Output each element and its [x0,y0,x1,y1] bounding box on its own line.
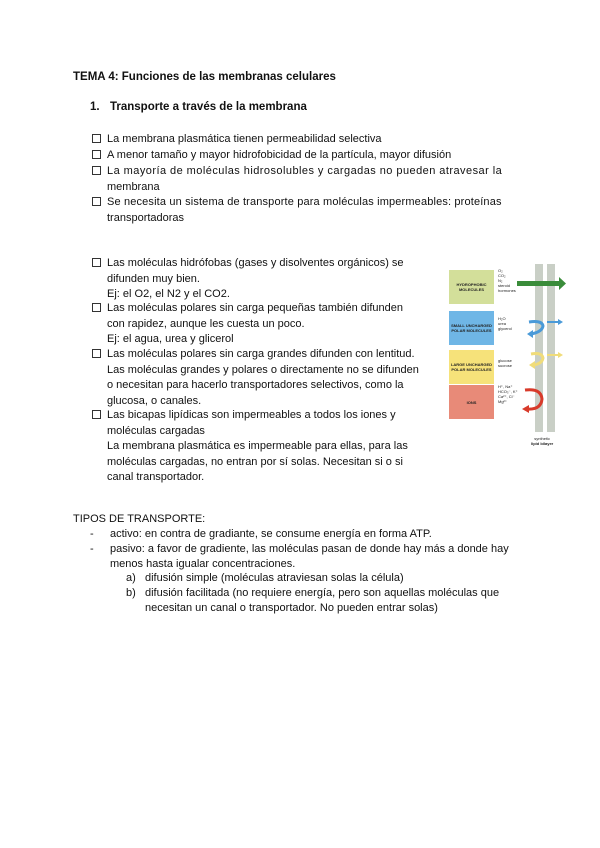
figure-molecules-small-polar: H₂O urea glycerol [498,316,512,331]
figure-molecules-hydrophobic: O₂ CO₂ N₂ steroid hormones [498,268,516,293]
figure-caption: synthetic lipid bilayer [531,436,554,446]
checklist-item-text: A menor tamaño y mayor hidrofobicidad de la partícula, mayor difusión [107,149,452,161]
section-title: Transporte a través de la membrana [110,101,307,113]
section-heading [90,101,307,113]
checklist-item-text: La membrana plasmática tienen permeabilidad selectiva [107,133,382,145]
checklist-item-text: Se necesita un sistema de transporte para moléculas impermeables: proteínas transportadoras [107,196,502,224]
checklist-item-text: Las moléculas polares sin carga pequeñas también difunden con rapidez, aunque les cuesta un poco. Ej: el agua, urea y glicerol [107,302,403,345]
page-title: TEMA 4: Funciones de las membranas celulares [73,71,336,83]
arrow-partial-through-icon [527,319,563,338]
tipos-heading: TIPOS DE TRANSPORTE: [73,513,206,525]
arrow-slow-through-icon [529,352,563,369]
checklist-item-text: Las bicapas lipídicas son impermeables a todos los iones y moléculas cargadas La membrana plasmática es impermeable para ellas, para las moléculas cargadas, no entran por sí solas. Necesitan si o si canal transportador. [107,409,408,483]
checklist-item-text: La mayoría de moléculas hidrosolubles y cargadas no pueden atravesar la membrana [107,165,503,193]
checkbox-icon[interactable] [92,134,101,143]
checkbox-icon[interactable] [92,166,101,175]
checkbox-icon[interactable] [92,349,101,358]
figure-molecules-ions: H⁺, Na⁺ HCO₃⁻, K⁺ Ca²⁺, Cl⁻ Mg²⁺ [498,384,518,404]
checkbox-icon[interactable] [92,150,101,159]
section-number: 1. [90,101,100,113]
figure-box-hydrophobic: HYDROPHOBIC MOLECULES [449,270,494,304]
figure-box-small-polar: SMALL UNCHARGED POLAR MOLECULES [449,311,494,345]
figure-box-ions: IONS [449,385,494,419]
membrane-permeability-figure [447,262,572,452]
figure-arrows [447,262,572,452]
arrow-through-icon [517,277,566,290]
figure-molecules-large-polar: glucose sucrose [498,358,513,368]
arrow-blocked-icon [522,390,542,413]
checkbox-icon[interactable] [92,303,101,312]
checkbox-icon[interactable] [92,410,101,419]
checkbox-icon[interactable] [92,258,101,267]
checklist-item-text: Las moléculas polares sin carga grandes difunden con lentitud. Las moléculas grandes y polares o directamente no se difunden o necesitan para hacerlo transportadores selectivos, como la glucosa, o canales. [107,348,419,407]
checklist-item-text: Las moléculas hidrófobas (gases y disolventes orgánicos) se difunden muy bien. Ej: el O2, el N2 y el CO2. [107,257,404,300]
checkbox-icon[interactable] [92,197,101,206]
figure-box-large-polar: LARGE UNCHARGED POLAR MOLECULES [449,350,494,384]
